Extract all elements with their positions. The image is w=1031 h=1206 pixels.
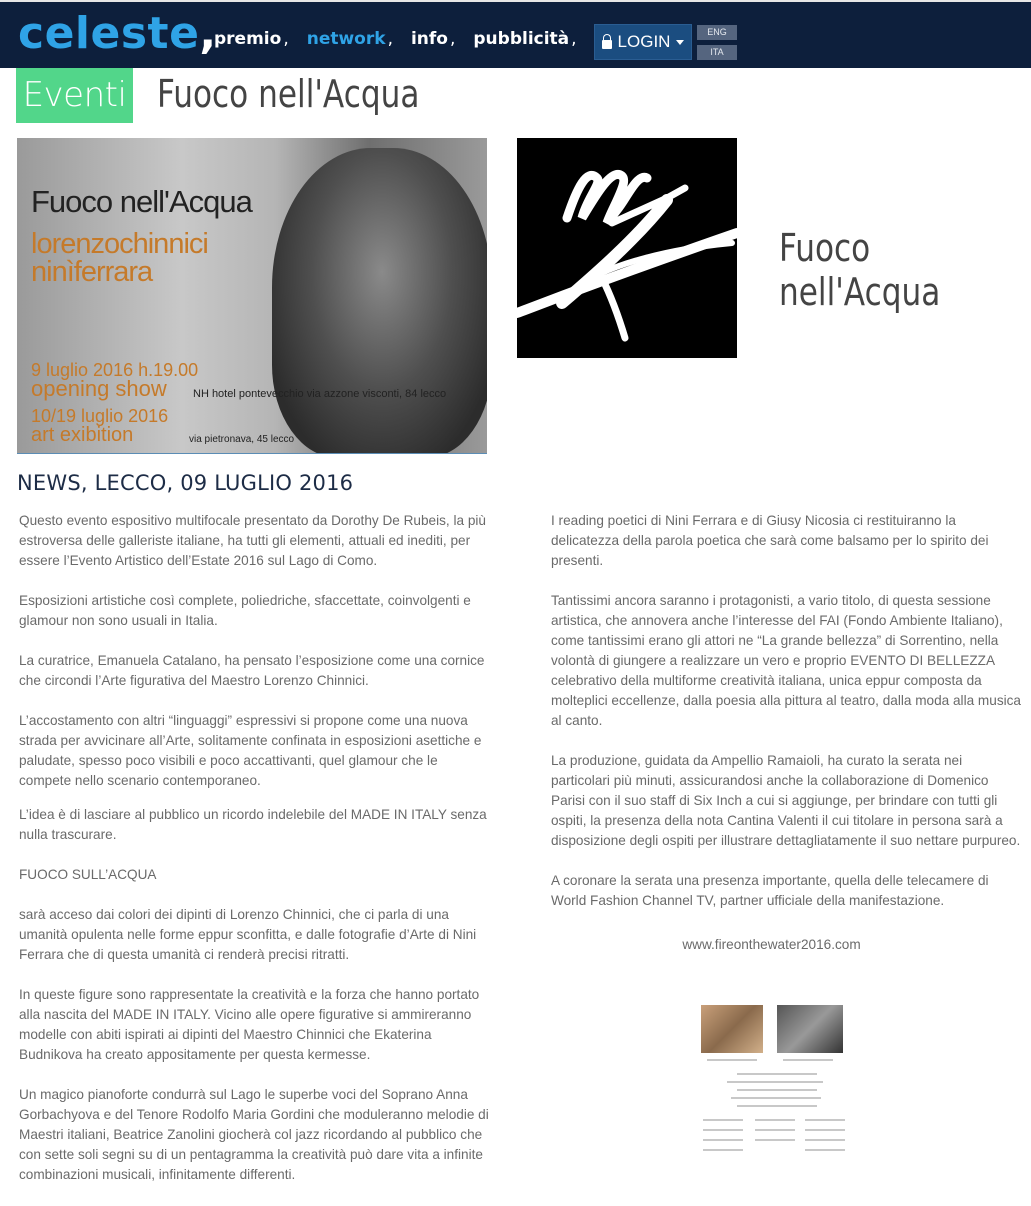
language-ita-button[interactable]: ITA: [697, 45, 737, 60]
article-paragraph: L’accostamento con altri “linguaggi” espressivi si propone come una nuova strada per avvicinare all’Arte, solitamente confinata in esposizioni asettiche e paludate, spesso poco visibili e poco accattivanti, quel glamour che le compete nello scenario contemporaneo.: [19, 713, 482, 788]
flyer-photo-thumbnail: [777, 1005, 843, 1053]
event-poster-image: [17, 138, 487, 454]
page-title: Fuoco nell'Acqua: [157, 72, 420, 116]
calligraphy-mark-icon: [517, 138, 737, 358]
event-logo-image: [517, 138, 737, 358]
event-flyer-image: [697, 1003, 849, 1163]
article-paragraph: L’idea è di lasciare al pubblico un ricordo indelebile del MADE IN ITALY senza nulla trascurare.: [19, 807, 487, 842]
chevron-down-icon: [676, 40, 684, 45]
main-nav: [214, 29, 595, 49]
language-eng-button[interactable]: ENG: [697, 25, 737, 40]
nav-item-premio[interactable]: premio ,: [214, 29, 289, 49]
category-badge[interactable]: Eventi: [16, 68, 133, 123]
article-paragraph: sarà acceso dai colori dei dipinti di Lorenzo Chinnici, che ci parla di una umanità opulenta nelle forme eppur sconfitta, e dalle fotografie d’Arte di Nini Ferrara che di questa umanità ci renderà precisi ritratti.: [19, 907, 477, 962]
poster-exhibition-date: 10/19 luglio 2016: [31, 406, 169, 426]
top-navbar: [0, 0, 1031, 68]
portrait-photo: [272, 148, 487, 454]
poster-opening-date: 9 luglio 2016 h.19.00: [31, 360, 199, 380]
poster-exhibition-label: art exibition: [31, 424, 134, 446]
article-paragraph: La produzione, guidata da Ampellio Ramaioli, ha curato la serata nei particolari più minuti, assicurandosi anche la collaborazione di Domenico Parisi con il suo staff di Six Inch a cui si aggiunge, per brindare con tutti gli ospiti, la presenza della nota Cantina Valenti il cui titolare in persona sarà a disposizione degli ospiti per illustrare dettagliatamente il suo nettare purpureo.: [551, 753, 1021, 848]
article-paragraph: Questo evento espositivo multifocale presentato da Dorothy De Rubeis, la più estroversa delle galleriste italiane, ha tutti gli elementi, attuali ed inediti, per essere l’Evento Artistico dell’Estate 2016 sul Lago di Como.: [19, 513, 486, 568]
article-right-column: [551, 511, 1021, 911]
nav-item-pubblicita[interactable]: pubblicità ,: [473, 29, 577, 49]
article-paragraph: A coronare la serata una presenza importante, quella delle telecamere di World Fashion Channel TV, partner ufficiale della manifestazione.: [551, 873, 989, 908]
article-paragraph: Esposizioni artistiche così complete, poliedriche, sfaccettate, coinvolgenti e glamour non sono usuali in Italia.: [19, 593, 471, 628]
event-website-link[interactable]: www.fireonthewater2016.com: [682, 937, 861, 952]
news-dateline: NEWS, LECCO, 09 LUGLIO 2016: [17, 471, 354, 495]
article-paragraph: In queste figure sono rappresentate la creatività e la forza che hanno portato alla nascita del MADE IN ITALY. Vicino alle opere figurative si ammireranno modelle con abiti ispirati ai dipinti del Maestro Chinnici che Ekaterina Budnikova ha creato appositamente per questa kermesse.: [19, 987, 480, 1062]
login-label: LOGIN: [617, 32, 671, 51]
navbar-strip: [755, 64, 1031, 68]
article-paragraph: Tantissimi ancora saranno i protagonisti, a vario titolo, di questa sessione artistica, che annovera anche l’interesse del FAI (Fondo Ambiente Italiano), come tantissimi erano gli attori ne “La grande bellezza” di Sorrentino, nella volontà di giungere a realizzare un vero e proprio EVENTO DI BELLEZZA celebrativo della multiforme creatività italiana, unica eppur composta da molteplici eccellenze, dalla poesia alla pittura al teatro, dalla moda alla musica al canto.: [551, 593, 1021, 728]
article-left-column: [19, 511, 489, 1185]
poster-exhibition-location: via pietronava, 45 lecco: [189, 434, 295, 445]
nav-item-info[interactable]: info ,: [410, 29, 456, 49]
site-logo[interactable]: celeste,: [18, 8, 217, 59]
nav-item-network[interactable]: network ,: [306, 29, 393, 49]
article-paragraph: Un magico pianoforte condurrà sul Lago le superbe voci del Soprano Anna Gorbachyova e del Tenore Rodolfo Maria Gordini che moduleranno melodie di Maestri italiani, Beatrice Zanolini giocherà col jazz ricordando al pubblico che con sette soli segni su di un pentagramma la creatività può dare vita a infinite combinazioni musicali, infinitamente differenti.: [19, 1087, 489, 1182]
article-paragraph: La curatrice, Emanuela Catalano, ha pensato l’esposizione come una cornice che circondi l’Arte figurativa del Maestro Lorenzo Chinnici.: [19, 653, 485, 688]
poster-artist-1: lorenzochinnici: [31, 228, 208, 260]
poster-opening-show: opening show: [31, 376, 167, 401]
article-paragraph: I reading poetici di Nini Ferrara e di Giusy Nicosia ci restituiranno la delicatezza della parola poetica che sarà come balsamo per lo spirito dei presenti.: [551, 513, 989, 568]
poster-opening-location: NH hotel pontevecchio via azzone visconti, 84 lecco: [193, 388, 447, 400]
poster-artist-2: ninìferrara: [31, 256, 153, 288]
lock-icon: [602, 40, 612, 49]
poster-title: Fuoco nell'Acqua: [31, 184, 252, 219]
flyer-painting-thumbnail: [701, 1005, 763, 1053]
login-button[interactable]: [594, 24, 692, 60]
side-title: Fuoco nell'Acqua: [779, 226, 941, 314]
article-subheading: FUOCO SULL’ACQUA: [19, 867, 157, 882]
